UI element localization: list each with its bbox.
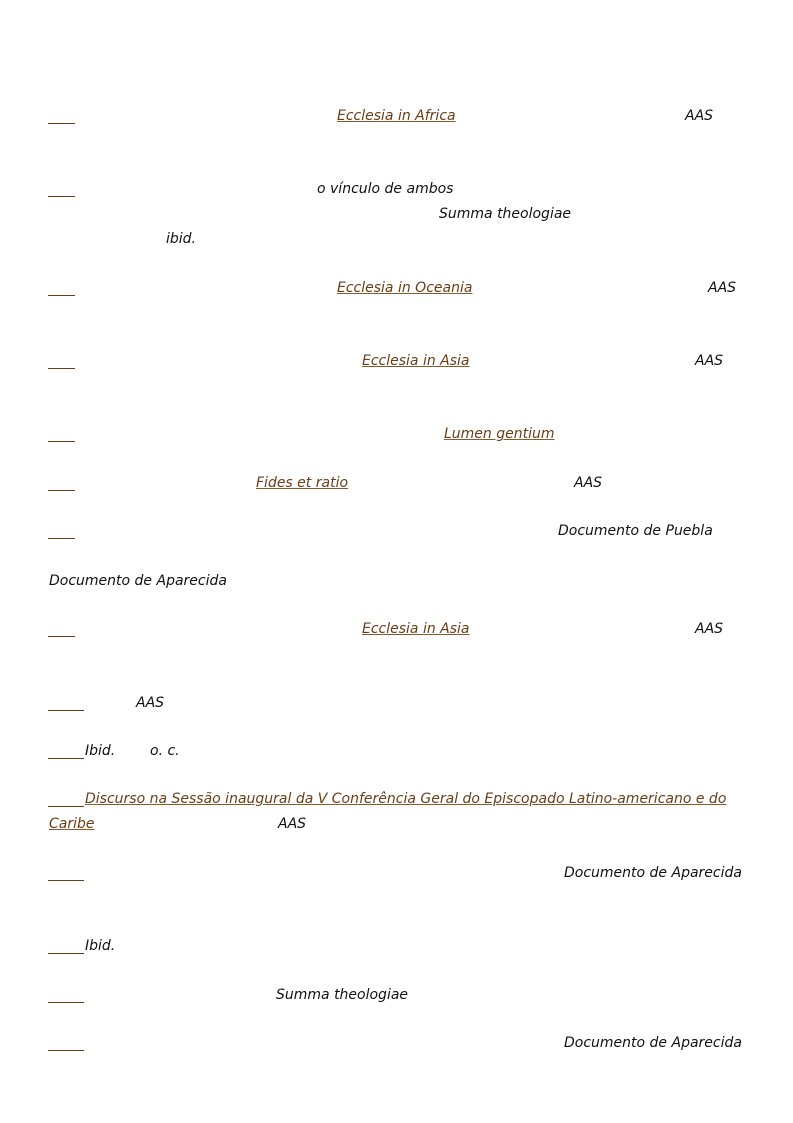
footnote-marker[interactable]	[48, 880, 84, 881]
link-ecclesia-in-asia[interactable]: Ecclesia in Asia	[362, 621, 470, 637]
ref-opere-citato: o. c.	[150, 743, 180, 759]
source-aas: AAS	[278, 816, 307, 832]
footnote-marker[interactable]	[48, 1002, 84, 1003]
link-ecclesia-in-oceania[interactable]: Ecclesia in Oceania	[337, 280, 473, 296]
document-aparecida: Documento de Aparecida	[49, 573, 227, 589]
work-summa-theologiae: Summa theologiae	[439, 206, 572, 222]
document-puebla: Documento de Puebla	[558, 523, 713, 539]
footnote-marker[interactable]	[48, 953, 84, 954]
source-aas: AAS	[136, 695, 165, 711]
link-discurso-sessao-inaugural-cont[interactable]: Caribe	[49, 816, 95, 832]
source-aas: AAS	[695, 621, 724, 637]
footnote-marker[interactable]	[48, 758, 84, 759]
source-aas: AAS	[708, 280, 737, 296]
footnote-marker[interactable]	[48, 441, 75, 442]
footnote-marker[interactable]	[48, 710, 84, 711]
document-aparecida: Documento de Aparecida	[564, 865, 742, 881]
link-ecclesia-in-asia[interactable]: Ecclesia in Asia	[362, 353, 470, 369]
work-summa-theologiae: Summa theologiae	[276, 987, 409, 1003]
link-lumen-gentium[interactable]: Lumen gentium	[444, 426, 555, 442]
quoted-phrase: o vínculo de ambos	[317, 181, 454, 197]
footnote-marker[interactable]	[48, 636, 75, 637]
link-fides-et-ratio[interactable]: Fides et ratio	[256, 475, 349, 491]
footnote-marker[interactable]	[48, 538, 75, 539]
document-aparecida: Documento de Aparecida	[564, 1035, 742, 1051]
link-discurso-sessao-inaugural[interactable]: Discurso na Sessão inaugural da V Conferência Geral do Episcopado Latino-americano e do	[85, 791, 727, 807]
footnote-marker[interactable]	[48, 1050, 84, 1051]
footnote-marker[interactable]	[48, 123, 75, 124]
footnote-marker[interactable]	[48, 806, 84, 807]
ref-ibid: Ibid.	[85, 938, 116, 954]
footnote-marker[interactable]	[48, 368, 75, 369]
source-aas: AAS	[685, 108, 714, 124]
footnote-marker[interactable]	[48, 196, 75, 197]
ref-ibid: Ibid.	[85, 743, 116, 759]
source-aas: AAS	[574, 475, 603, 491]
ref-ibid: ibid.	[166, 231, 197, 247]
link-ecclesia-in-africa[interactable]: Ecclesia in Africa	[337, 108, 456, 124]
source-aas: AAS	[695, 353, 724, 369]
footnote-marker[interactable]	[48, 295, 75, 296]
footnote-marker[interactable]	[48, 490, 75, 491]
